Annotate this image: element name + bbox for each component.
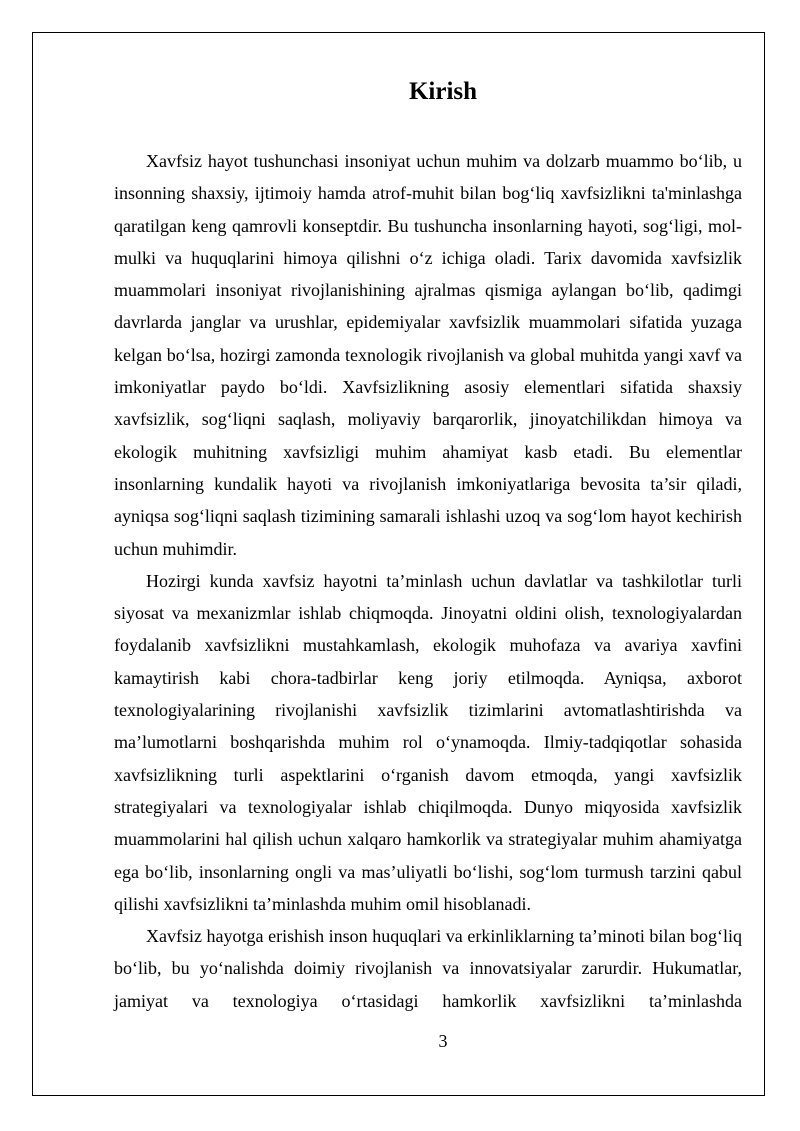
document-body [114, 145, 742, 1017]
paragraph-1: Xavfsiz hayot tushunchasi insoniyat uchun muhim va dolzarb muammo bo‘lib, u insonning shaxsiy, ijtimoiy hamda atrof-muhit bilan bog‘liq xavfsizlikni ta'minlashga qaratilgan keng qamrovli konseptdir. Bu tushuncha insonlarning hayoti, sog‘ligi, mol-mulki va huquqlarini himoya qilishni o‘z ichiga oladi. Tarix davomida xavfsizlik muammolari insoniyat rivojlanishining ajralmas qismiga aylangan bo‘lib, qadimgi davrlarda janglar va urushlar, epidemiyalar xavfsizlik muammolari sifatida yuzaga kelgan bo‘lsa, hozirgi zamonda texnologik rivojlanish va global muhitda yangi xavf va imkoniyatlar paydo bo‘ldi. Xavfsizlikning asosiy elementlari sifatida shaxsiy xavfsizlik, sog‘liqni saqlash, moliyaviy barqarorlik, jinoyatchilikdan himoya va ekologik muhitning xavfsizligi muhim ahamiyat kasb etadi. Bu elementlar insonlarning kundalik hayoti va rivojlanish imkoniyatlariga bevosita ta’sir qiladi, ayniqsa sog‘liqni saqlash tizimining samarali ishlashi uzoq va sog‘lom hayot kechirish uchun muhimdir. [114, 151, 742, 559]
page-title: Kirish [408, 78, 478, 105]
page-number: 3 [438, 1031, 448, 1051]
paragraph-2: Hozirgi kunda xavfsiz hayotni ta’minlash uchun davlatlar va tashkilotlar turli siyosat va mexanizmlar ishlab chiqmoqda. Jinoyatni oldini olish, texnologiyalardan foydalanib xavfsizlikni mustahkamlash, ekologik muhofaza va avariya xavfini kamaytirish kabi chora-tadbirlar keng joriy etilmoqda. Ayniqsa, axborot texnologiyalarining rivojlanishi xavfsizlik tizimlarini avtomatlashtirishda va ma’lumotlarni boshqarishda muhim rol o‘ynamoqda. Ilmiy-tadqiqotlar sohasida xavfsizlikning turli aspektlarini o‘rganish davom etmoqda, yangi xavfsizlik strategiyalari va texnologiyalar ishlab chiqilmoqda. Dunyo miqyosida xavfsizlik muammolarini hal qilish uchun xalqaro hamkorlik va strategiyalar muhim ahamiyatga ega bo‘lib, insonlarning ongli va mas’uliyatli bo‘lishi, sog‘lom turmush tarzini qabul qilishi xavfsizlikni ta’minlashda muhim omil hisoblanadi. [114, 570, 742, 914]
paragraph-3: Xavfsiz hayotga erishish inson huquqlari va erkinliklarning ta’minoti bilan bog‘liq bo‘lib, bu yo‘nalishda doimiy rivojlanish va innovatsiyalar zarurdir. Hukumatlar, jamiyat va texnologiya o‘rtasidagi hamkorlik xavfsizlikni ta’minlashda [114, 926, 742, 1011]
